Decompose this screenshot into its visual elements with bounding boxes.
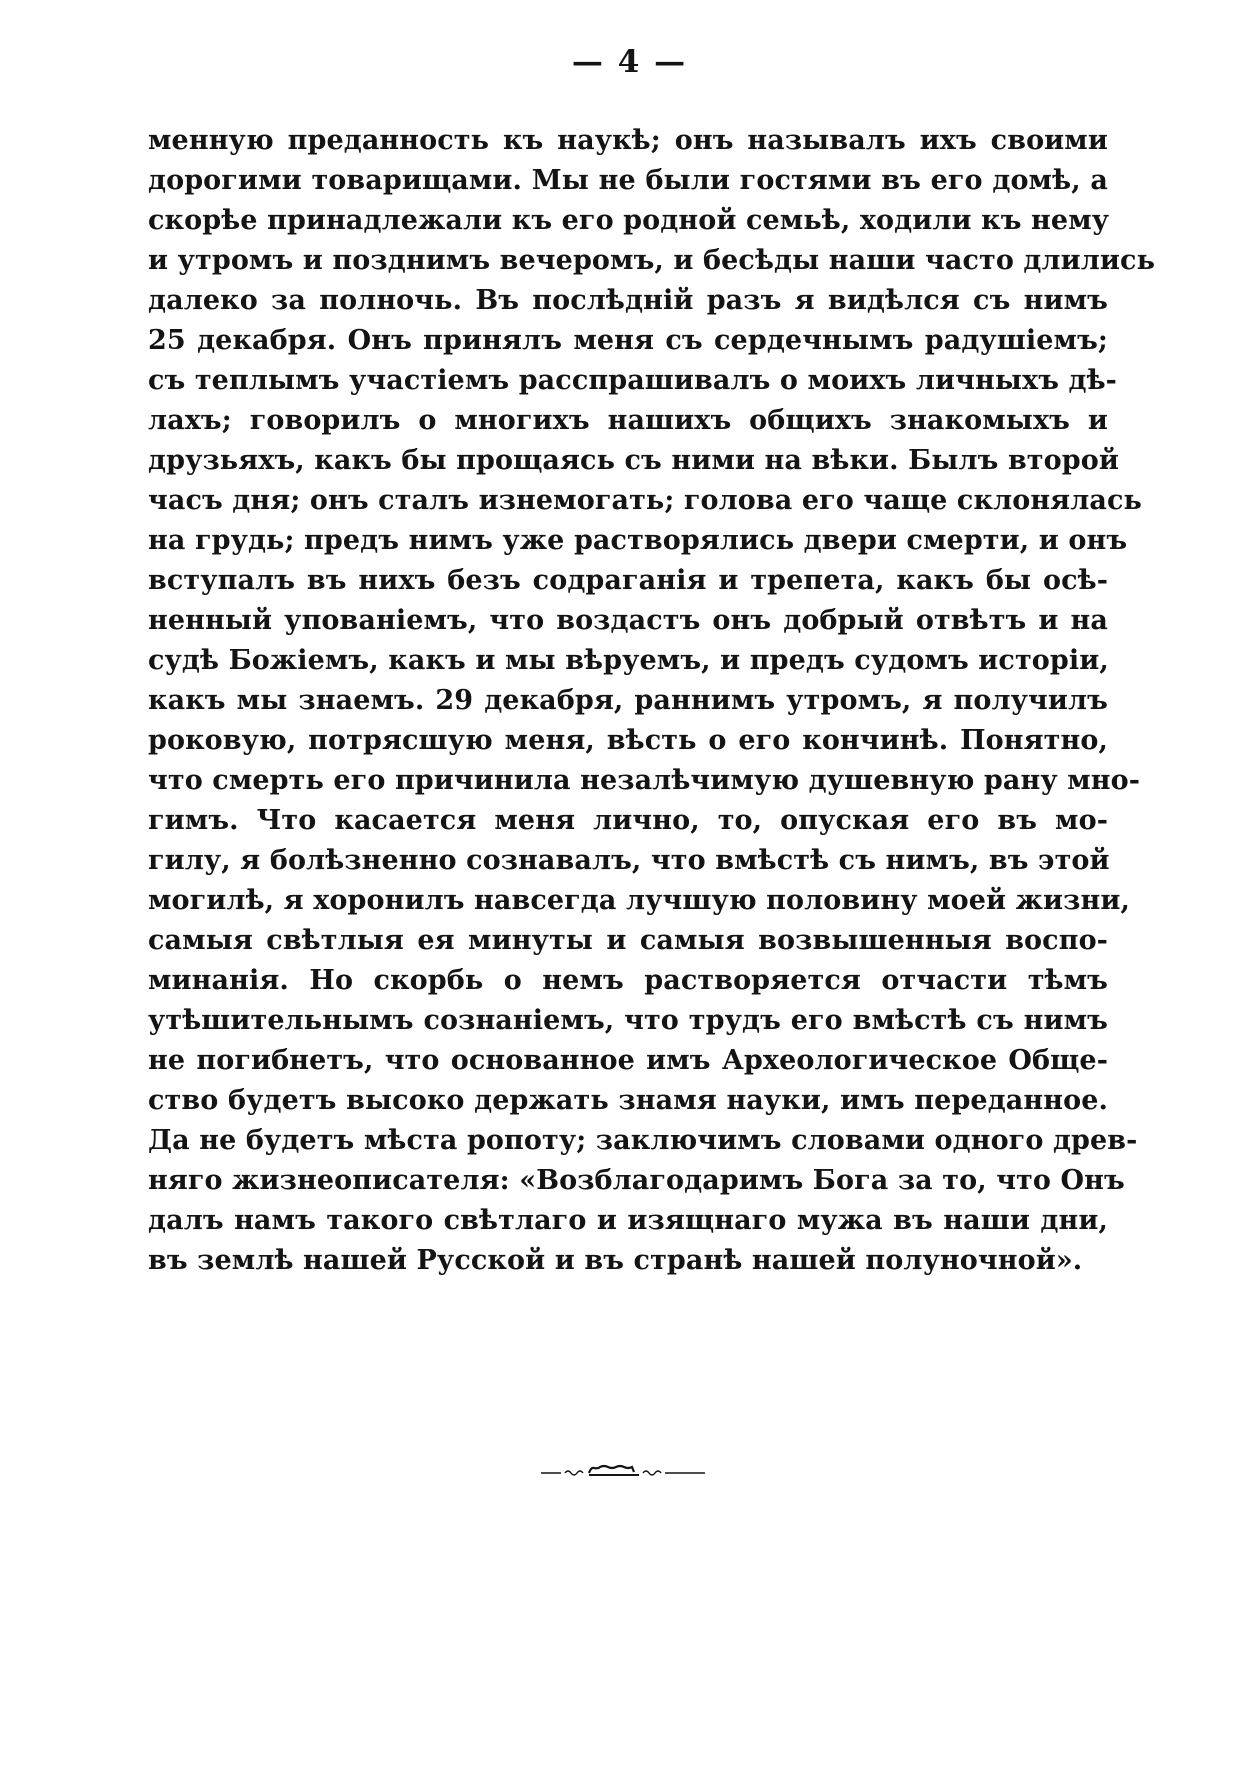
- text-line: часъ дня; онъ сталъ изнемогать; голова его чаще склонялась: [148, 485, 1142, 516]
- text-line: Да не будетъ мѣста ропоту; заключимъ словами одного древ-: [148, 1125, 1138, 1156]
- text-line-last: въ землѣ нашей Русской и въ странѣ нашей полуночной».: [148, 1245, 1083, 1276]
- text-line: далъ намъ такого свѣтлаго и изящнаго мужа въ наши дни,: [148, 1205, 1108, 1236]
- text-line: гилу, я болѣзненно сознавалъ, что вмѣстѣ съ нимъ, въ этой: [148, 845, 1110, 876]
- text-line: 25 декабря. Онъ принялъ меня съ сердечнымъ радушіемъ;: [148, 325, 1108, 356]
- text-line: роковую, потрясшую меня, вѣсть о его кончинѣ. Понятно,: [148, 725, 1108, 756]
- text-line: утѣшительнымъ сознаніемъ, что трудъ его вмѣстѣ съ нимъ: [148, 1005, 1108, 1036]
- text-line: вступалъ въ нихъ безъ содраганія и трепета, какъ бы осѣ-: [148, 565, 1108, 596]
- text-line: и утромъ и позднимъ вечеромъ, и бесѣды наши часто длились: [148, 245, 1156, 276]
- text-line: скорѣе принадлежали къ его родной семьѣ, ходили къ нему: [148, 205, 1110, 236]
- text-line: не погибнетъ, что основанное имъ Археологическое Обще-: [148, 1045, 1108, 1076]
- text-line: самыя свѣтлыя ея минуты и самыя возвышенныя воспо-: [148, 925, 1108, 956]
- text-line: могилѣ, я хоронилъ навсегда лучшую половину моей жизни,: [148, 885, 1130, 916]
- text-line: ненный упованіемъ, что воздастъ онъ добрый отвѣтъ и на: [148, 605, 1108, 636]
- text-line: дорогими товарищами. Мы не были гостями въ его домѣ, а: [148, 165, 1108, 196]
- text-line: на грудь; предъ нимъ уже растворялись двери смерти, и онъ: [148, 525, 1128, 556]
- text-line: судѣ Божіемъ, какъ и мы вѣруемъ, и предъ судомъ исторіи,: [148, 645, 1109, 676]
- text-line: минанія. Но скорбь о немъ растворяется отчасти тѣмъ: [148, 965, 1108, 996]
- ornament-divider-icon: [539, 1464, 707, 1480]
- page-number: — 4 —: [571, 44, 688, 80]
- text-line: гимъ. Что касается меня лично, то, опуская его въ мо-: [148, 805, 1108, 836]
- text-line: няго жизнеописателя: «Возблагодаримъ Бога за то, что Онъ: [148, 1165, 1125, 1196]
- body-text: [148, 121, 1156, 1281]
- text-line: далеко за полночь. Въ послѣдній разъ я видѣлся съ нимъ: [148, 285, 1108, 316]
- text-line: какъ мы знаемъ. 29 декабря, раннимъ утромъ, я получилъ: [148, 685, 1108, 716]
- text-line: друзьяхъ, какъ бы прощаясь съ ними на вѣки. Былъ второй: [148, 445, 1119, 476]
- text-line: что смерть его причинила незалѣчимую душевную рану мно-: [148, 765, 1141, 796]
- text-line: съ теплымъ участіемъ расспрашивалъ о моихъ личныхъ дѣ-: [148, 365, 1117, 396]
- text-line: менную преданность къ наукѣ; онъ называлъ ихъ своими: [148, 125, 1108, 156]
- text-line: лахъ; говорилъ о многихъ нашихъ общихъ знакомыхъ и: [148, 405, 1108, 436]
- text-line: ство будетъ высоко держать знамя науки, имъ переданное.: [148, 1085, 1108, 1116]
